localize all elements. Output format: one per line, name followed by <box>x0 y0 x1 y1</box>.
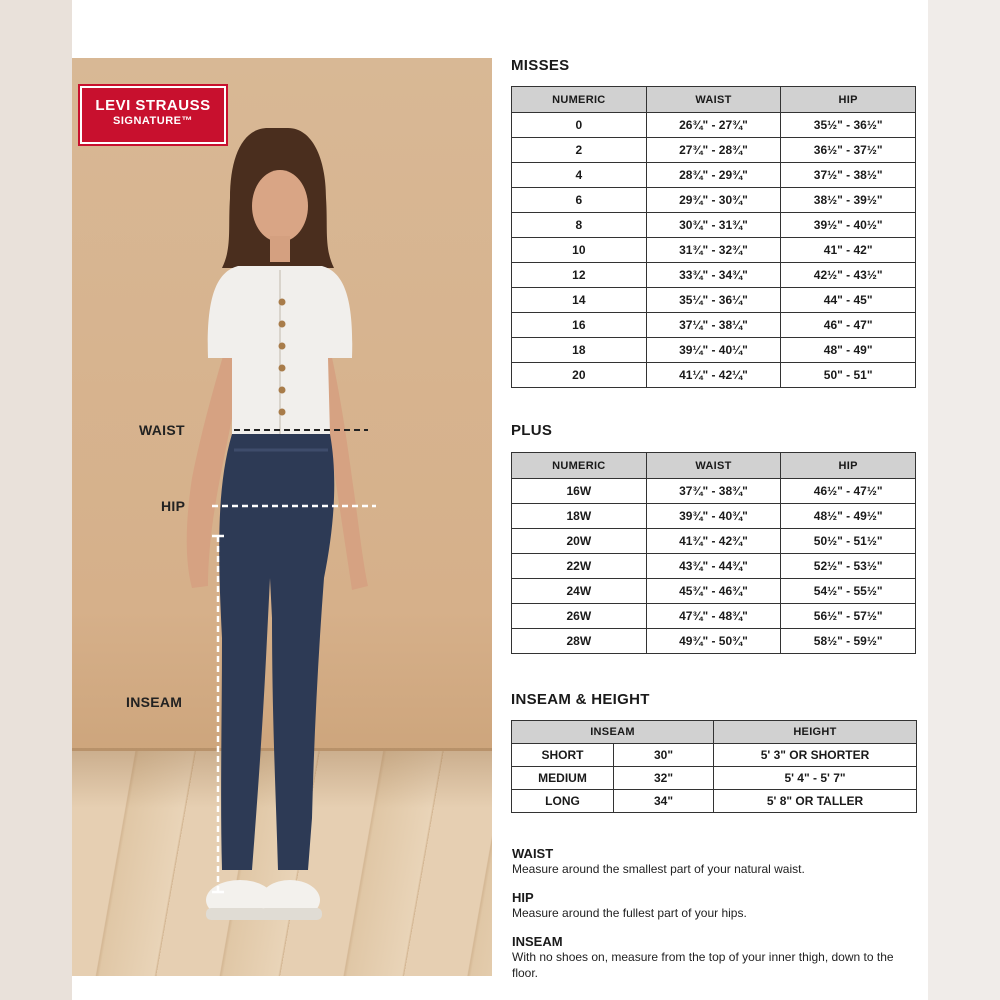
waist-cell: 30¾" - 31¾" <box>646 213 781 238</box>
table-row <box>512 313 916 338</box>
waist-cell: 26¾" - 27¾" <box>646 113 781 138</box>
waist-cell: 33¾" - 34¾" <box>646 263 781 288</box>
right-margin <box>928 0 1000 1000</box>
waist-cell: 27¾" - 28¾" <box>646 138 781 163</box>
table-row <box>512 363 916 388</box>
hip-cell: 36½" - 37½" <box>781 138 916 163</box>
size-cell: 14 <box>512 288 647 313</box>
length-cell: SHORT <box>512 744 614 767</box>
table-row <box>512 288 916 313</box>
waist-cell: 28¾" - 29¾" <box>646 163 781 188</box>
waist-cell: 49¾" - 50¾" <box>646 629 781 654</box>
hip-cell: 39½" - 40½" <box>781 213 916 238</box>
size-cell: 20W <box>512 529 647 554</box>
table-row <box>512 163 916 188</box>
hip-cell: 48½" - 49½" <box>781 504 916 529</box>
table-row <box>512 113 916 138</box>
col-header-numeric: NUMERIC <box>512 87 647 113</box>
table-row <box>512 554 916 579</box>
size-cell: 16 <box>512 313 647 338</box>
waist-cell: 35¼" - 36¼" <box>646 288 781 313</box>
table-row <box>512 767 917 790</box>
length-cell: MEDIUM <box>512 767 614 790</box>
waist-cell: 41¾" - 42¾" <box>646 529 781 554</box>
note-text-inseam: With no shoes on, measure from the top of your inner thigh, down to the floor. <box>512 950 894 980</box>
table-row <box>512 504 916 529</box>
col-header-numeric: NUMERIC <box>512 453 647 479</box>
waist-cell: 47¾" - 48¾" <box>646 604 781 629</box>
inseam-cell: 32" <box>614 767 714 790</box>
waist-cell: 39¼" - 40¼" <box>646 338 781 363</box>
size-cell: 4 <box>512 163 647 188</box>
size-cell: 6 <box>512 188 647 213</box>
col-header-waist: WAIST <box>646 453 781 479</box>
model-figure <box>72 58 492 976</box>
size-cell: 12 <box>512 263 647 288</box>
hip-cell: 37½" - 38½" <box>781 163 916 188</box>
table-row <box>512 529 916 554</box>
size-cell: 16W <box>512 479 647 504</box>
note-heading-inseam: INSEAM <box>512 934 563 949</box>
inseam-height-table <box>511 720 917 813</box>
hip-cell: 46" - 47" <box>781 313 916 338</box>
height-cell: 5' 3" OR SHORTER <box>714 744 917 767</box>
hip-cell: 35½" - 36½" <box>781 113 916 138</box>
waist-cell: 37¼" - 38¼" <box>646 313 781 338</box>
hip-cell: 41" - 42" <box>781 238 916 263</box>
size-cell: 18W <box>512 504 647 529</box>
waist-cell: 31¾" - 32¾" <box>646 238 781 263</box>
size-cell: 22W <box>512 554 647 579</box>
hip-cell: 56½" - 57½" <box>781 604 916 629</box>
hip-cell: 54½" - 55½" <box>781 579 916 604</box>
table-row <box>512 138 916 163</box>
col-header-height: HEIGHT <box>714 721 917 744</box>
inseam-measure-label: INSEAM <box>126 694 183 710</box>
brand-logo <box>80 86 226 144</box>
hip-cell: 44" - 45" <box>781 288 916 313</box>
note-heading-waist: WAIST <box>512 846 554 861</box>
col-header-inseam: INSEAM <box>512 721 714 744</box>
waist-cell: 45¾" - 46¾" <box>646 579 781 604</box>
inseam-height-title: INSEAM & HEIGHT <box>511 691 650 708</box>
table-row <box>512 790 917 813</box>
size-cell: 10 <box>512 238 647 263</box>
size-cell: 20 <box>512 363 647 388</box>
inseam-cell: 30" <box>614 744 714 767</box>
waist-measure-label: WAIST <box>139 422 185 438</box>
hip-measure-label: HIP <box>161 498 186 514</box>
col-header-hip: HIP <box>781 87 916 113</box>
table-row <box>512 479 916 504</box>
length-cell: LONG <box>512 790 614 813</box>
size-cell: 28W <box>512 629 647 654</box>
waist-cell: 43¾" - 44¾" <box>646 554 781 579</box>
hip-cell: 50½" - 51½" <box>781 529 916 554</box>
size-cell: 26W <box>512 604 647 629</box>
inseam-cell: 34" <box>614 790 714 813</box>
misses-table <box>511 86 916 388</box>
table-row <box>512 213 916 238</box>
note-text-waist: Measure around the smallest part of your natural waist. <box>512 862 805 876</box>
table-row <box>512 263 916 288</box>
size-cell: 2 <box>512 138 647 163</box>
hip-cell: 42½" - 43½" <box>781 263 916 288</box>
table-row <box>512 604 916 629</box>
hip-cell: 46½" - 47½" <box>781 479 916 504</box>
table-row <box>512 579 916 604</box>
plus-table <box>511 452 916 654</box>
table-row <box>512 629 916 654</box>
measurement-notes <box>512 846 912 994</box>
table-row <box>512 238 916 263</box>
table-row <box>512 338 916 363</box>
note-text-hip: Measure around the fullest part of your hips. <box>512 906 747 920</box>
table-row <box>512 744 917 767</box>
misses-title: MISSES <box>511 57 570 74</box>
height-cell: 5' 8" OR TALLER <box>714 790 917 813</box>
waist-cell: 39¾" - 40¾" <box>646 504 781 529</box>
plus-title: PLUS <box>511 422 553 439</box>
waist-cell: 41¼" - 42¼" <box>646 363 781 388</box>
size-cell: 0 <box>512 113 647 138</box>
model-photo <box>72 58 492 976</box>
size-cell: 8 <box>512 213 647 238</box>
waist-cell: 29¾" - 30¾" <box>646 188 781 213</box>
hip-cell: 48" - 49" <box>781 338 916 363</box>
hip-cell: 38½" - 39½" <box>781 188 916 213</box>
size-cell: 24W <box>512 579 647 604</box>
brand-logo-line2: SIGNATURE™ <box>113 115 193 127</box>
size-cell: 18 <box>512 338 647 363</box>
hip-cell: 50" - 51" <box>781 363 916 388</box>
brand-logo-line1: LEVI STRAUSS <box>95 97 211 114</box>
table-row <box>512 188 916 213</box>
left-margin <box>0 0 72 1000</box>
note-heading-hip: HIP <box>512 890 534 905</box>
hip-cell: 52½" - 53½" <box>781 554 916 579</box>
hip-cell: 58½" - 59½" <box>781 629 916 654</box>
col-header-waist: WAIST <box>646 87 781 113</box>
col-header-hip: HIP <box>781 453 916 479</box>
waist-cell: 37¾" - 38¾" <box>646 479 781 504</box>
height-cell: 5' 4" - 5' 7" <box>714 767 917 790</box>
